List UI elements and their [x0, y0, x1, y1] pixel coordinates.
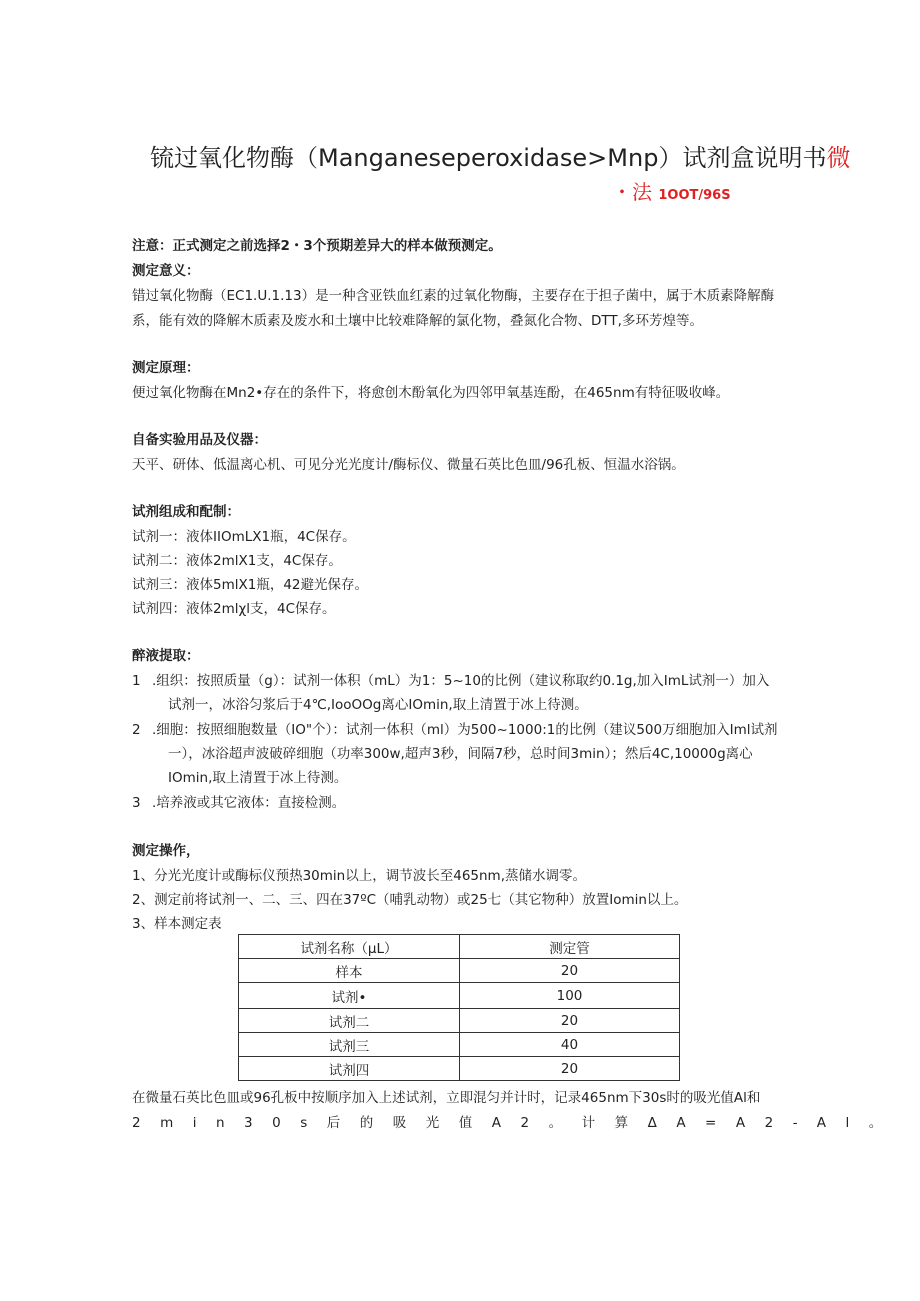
table-row: [239, 959, 680, 983]
equipment-line-1: 天平、研体、低温离心机、可见分光光度计/酶标仪、微量石英比色皿/96孔板、恒温水浴锅。: [132, 457, 685, 473]
assay-table: [238, 934, 680, 1081]
operation-step-1: 1、分光光度计或酶标仪预热30min以上，调节波长至465nm,蒸储水调零。: [132, 868, 586, 884]
table-row: [239, 983, 680, 1009]
principle-line-1: 便过氧化物酶在Mn2•存在的条件下，将愈创木酚氧化为四邻甲氧基连酚，在465nm有特征吸收峰。: [132, 385, 730, 401]
reagent-item: 试剂四：液体2mlχl支，4C保存。: [132, 601, 336, 617]
closing-line-1: 在微量石英比色皿或96孔板中按顺序加入上述试剂，立即混匀并计时，记录465nm下30s时的吸光值Al和: [132, 1090, 761, 1106]
reagent-item: 试剂三：液体5mlX1瓶，42避光保存。: [132, 577, 369, 593]
table-cell-reagent: 样本: [239, 959, 460, 983]
page-subtitle: [612, 176, 731, 205]
reagent-item: 试剂二：液体2mlX1支，4C保存。: [132, 553, 342, 569]
subtitle-code: 1OOT/96S: [658, 188, 731, 203]
table-cell-reagent: 试剂•: [239, 983, 460, 1009]
table-cell-reagent: 试剂二: [239, 1009, 460, 1033]
table-row: [239, 1057, 680, 1081]
title-main: 锍过氧化物酶（Manganeseperoxidase>Mnp）试剂盒说明书: [150, 144, 827, 172]
extraction-1-line-1: .组织：按照质量（g）：试剂一体积（mL）为1：5~10的比例（建议称取约0.1g,加入ImL试剂一）加入: [152, 673, 770, 689]
extraction-2-line-2: 一），冰浴超声波破碎细胞（功率300w,超声3秒，间隔7秒，总时间3min）；然后4C,10000g离心: [168, 746, 753, 762]
extraction-1-line-2: 试剂一，冰浴匀浆后于4℃,IooOOg离心IOmin,取上清置于冰上待测。: [168, 697, 588, 713]
extraction-num-2: 2: [132, 722, 141, 738]
table-cell-volume: 20: [460, 1057, 680, 1081]
equipment-heading: 自备实验用品及仪器：: [132, 432, 267, 448]
extraction-2-line-1: .细胞：按照细胞数量（IO"个）：试剂一体积（ml）为500~1000:1的比例（建议500万细胞加入Iml试剂: [152, 722, 778, 738]
table-cell-reagent: 试剂三: [239, 1033, 460, 1057]
reagent-item: 试剂一：液体IIOmLX1瓶，4C保存。: [132, 529, 356, 545]
operation-heading: 测定操作，: [132, 843, 200, 859]
table-cell-volume: 20: [460, 959, 680, 983]
reagents-heading: 试剂组成和配制：: [132, 504, 240, 520]
significance-heading: 测定意义：: [132, 263, 200, 279]
significance-line-1: 错过氧化物酶（EC1.U.1.13）是一种含亚铁血红素的过氧化物酶，主要存在于担子菌中，属于木质素降解酶: [132, 288, 775, 304]
extraction-2-line-3: IOmin,取上清置于冰上待测。: [168, 770, 348, 786]
extraction-3-line-1: .培养液或其它液体：直接检测。: [152, 795, 346, 811]
extraction-heading: 醉液提取：: [132, 648, 200, 664]
table-row: [239, 1033, 680, 1057]
table-header-cell: 试剂名称（μL）: [239, 935, 460, 959]
significance-line-2: 系，能有效的降解木质素及废水和土壤中比较难降解的氯化物，叠氮化合物、DTT,多环芳煌等。: [132, 313, 703, 329]
table-header-cell: 测定管: [460, 935, 680, 959]
table-row: [239, 1009, 680, 1033]
extraction-num-1: 1: [132, 673, 141, 689]
operation-step-2: 2、测定前将试剂一、二、三、四在37ºC（哺乳动物）或25七（其它物种）放置Iomin以上。: [132, 892, 688, 908]
closing-line-2: 2min30s后的吸光值A2。计算ΔA=A2-Al。: [132, 1115, 902, 1131]
table-cell-reagent: 试剂四: [239, 1057, 460, 1081]
table-header-row: [239, 935, 680, 959]
page-title: [150, 140, 850, 176]
table-cell-volume: 20: [460, 1009, 680, 1033]
notice-text: 注意：正式测定之前选择2・3个预期差异大的样本做预测定。: [132, 238, 502, 254]
operation-step-3: 3、样本测定表: [132, 916, 222, 932]
extraction-num-3: 3: [132, 795, 141, 811]
title-red-char: 微: [826, 144, 851, 172]
table-cell-volume: 40: [460, 1033, 680, 1057]
subtitle-method: ・法: [612, 180, 652, 204]
table-cell-volume: 100: [460, 983, 680, 1009]
principle-heading: 测定原理：: [132, 360, 200, 376]
